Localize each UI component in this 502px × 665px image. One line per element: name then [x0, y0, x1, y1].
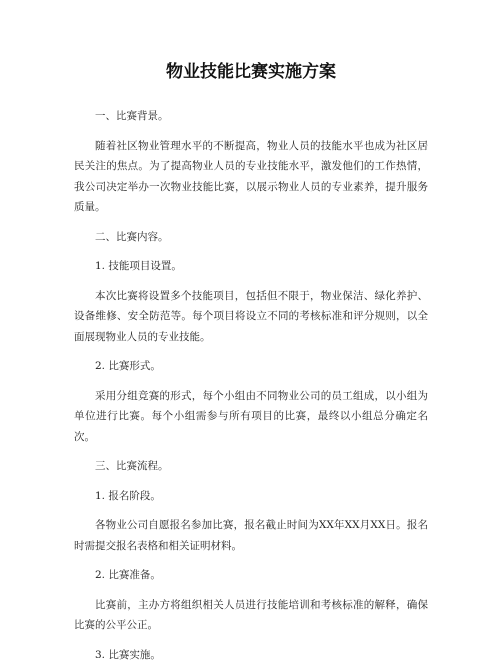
document-title: 物业技能比赛实施方案 [74, 58, 428, 86]
section-heading-content: 二、比赛内容。 [74, 227, 428, 248]
subheading-registration: 1. 报名阶段。 [74, 486, 428, 507]
paragraph-background: 随着社区物业管理水平的不断提高，物业人员的技能水平也成为社区居民关注的焦点。为了提高物业人员的专业技能水平，激发他们的工作热情，我公司决定举办一次物业技能比赛，以展示物业人员的专业素养，提升服务质量。 [74, 136, 428, 218]
subheading-preparation: 2. 比赛准备。 [74, 565, 428, 586]
paragraph-registration: 各物业公司自愿报名参加比赛，报名截止时间为XX年XX月XX日。报名时需提交报名表格和相关证明材料。 [74, 515, 428, 556]
section-heading-process: 三、比赛流程。 [74, 456, 428, 477]
subheading-format: 2. 比赛形式。 [74, 356, 428, 377]
subheading-skill-items: 1. 技能项目设置。 [74, 256, 428, 277]
subheading-implementation: 3. 比赛实施。 [74, 645, 428, 665]
paragraph-skill-items: 本次比赛将设置多个技能项目，包括但不限于，物业保洁、绿化养护、设备维修、安全防范等。每个项目将设立不同的考核标准和评分规则，以全面展现物业人员的专业技能。 [74, 286, 428, 348]
section-heading-background: 一、比赛背景。 [74, 106, 428, 127]
paragraph-format: 采用分组竞赛的形式，每个小组由不同物业公司的员工组成，以小组为单位进行比赛。每个小组需参与所有项目的比赛，最终以小组总分确定名次。 [74, 386, 428, 448]
paragraph-preparation: 比赛前，主办方将组织相关人员进行技能培训和考核标准的解释，确保比赛的公平公正。 [74, 595, 428, 636]
